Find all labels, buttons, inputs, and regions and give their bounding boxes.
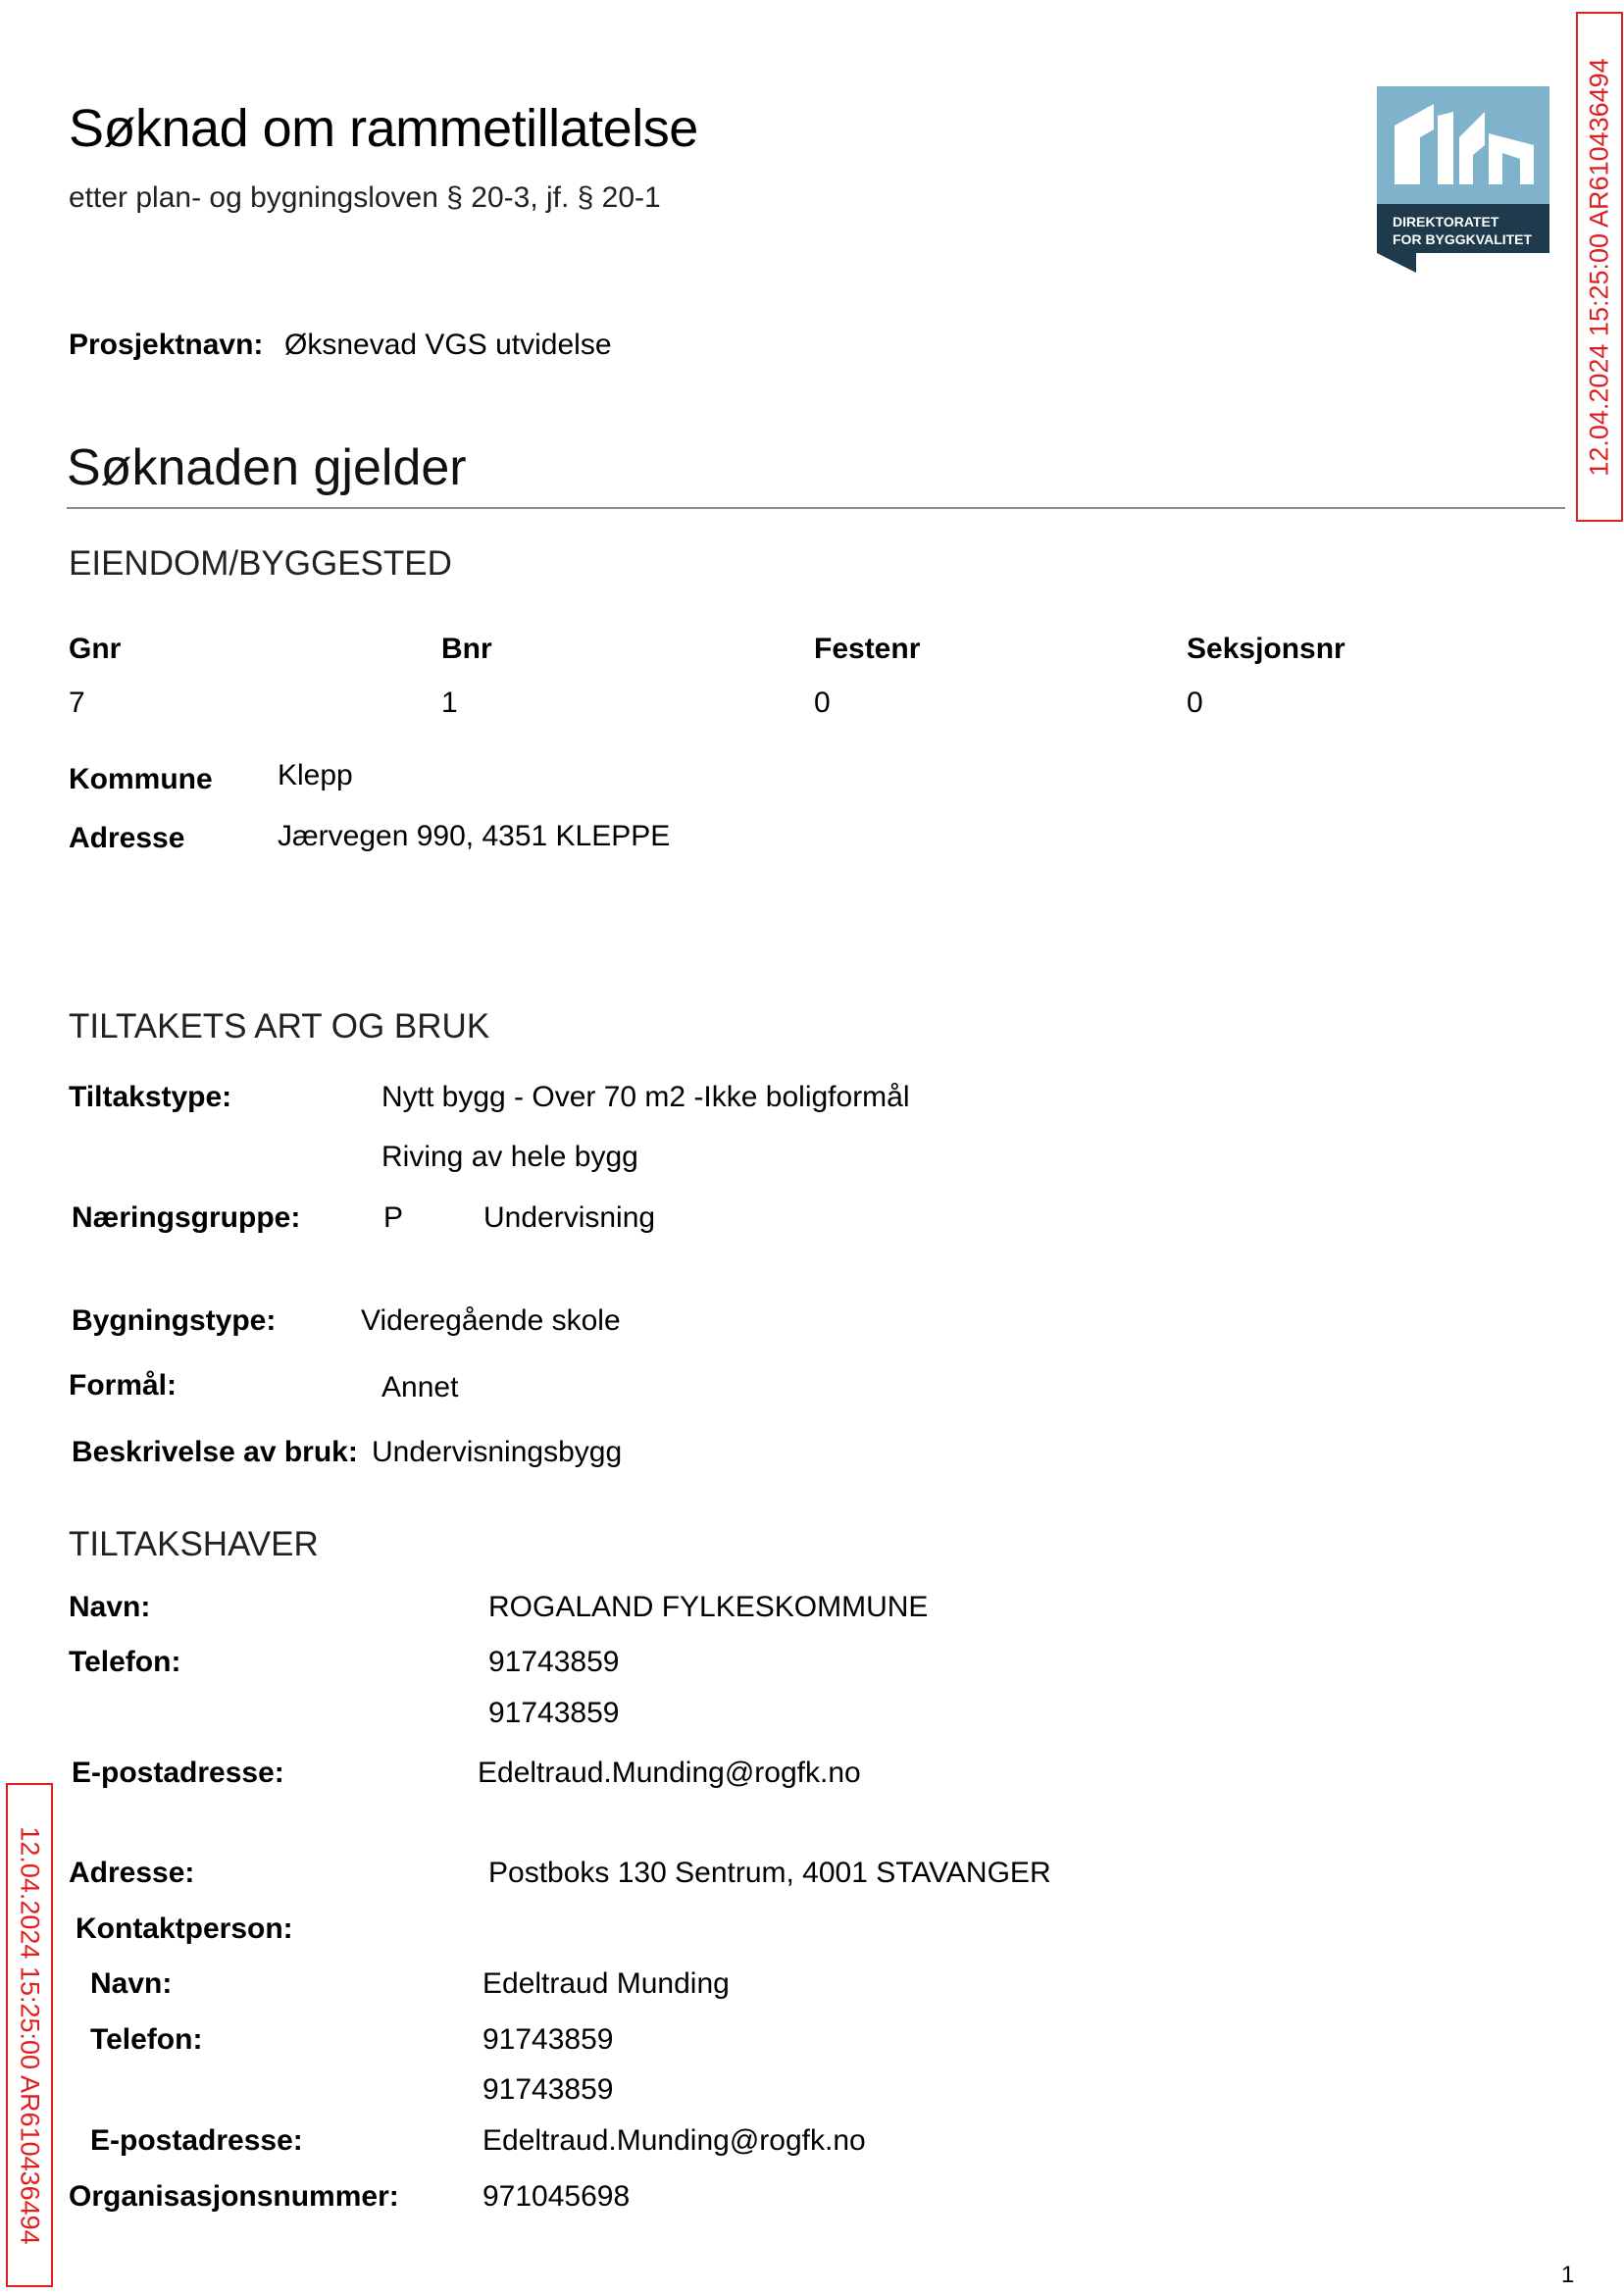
tiltakshaver-adresse-label: Adresse: [69, 1857, 195, 1889]
seksjonsnr-value: 0 [1187, 687, 1203, 719]
kontakt-epost-value: Edeltraud.Munding@rogfk.no [482, 2124, 866, 2157]
tiltakshaver-navn-label: Navn: [69, 1591, 151, 1623]
gnr-value: 7 [69, 687, 85, 719]
beskrivelse-label: Beskrivelse av bruk: [72, 1436, 358, 1468]
organisasjonsnummer-label: Organisasjonsnummer: [69, 2180, 399, 2213]
kontakt-telefon-value-2: 91743859 [482, 2073, 614, 2106]
organisasjonsnummer-value: 971045698 [482, 2180, 631, 2213]
bygningstype-label: Bygningstype: [72, 1304, 277, 1337]
svg-text:FOR BYGGKVALITET: FOR BYGGKVALITET [1393, 231, 1533, 247]
tiltakshaver-adresse-value: Postboks 130 Sentrum, 4001 STAVANGER [488, 1857, 1051, 1889]
tiltakshaver-telefon-label: Telefon: [69, 1646, 181, 1678]
kontakt-telefon-value-1: 91743859 [482, 2023, 614, 2056]
received-stamp-top: 12.04.2024 15:25:00 AR610436494 [1576, 12, 1623, 522]
tiltakshaver-telefon-value-1: 91743859 [488, 1646, 620, 1678]
kommune-value: Klepp [278, 759, 353, 791]
kontaktperson-label: Kontaktperson: [76, 1912, 293, 1945]
bnr-value: 1 [441, 687, 458, 719]
kontakt-navn-value: Edeltraud Munding [482, 1967, 730, 2000]
bygningstype-value: Videregående skole [361, 1304, 621, 1337]
formal-label: Formål: [69, 1369, 178, 1402]
document-title: Søknad om rammetillatelse [69, 99, 698, 158]
festenr-header: Festenr [814, 633, 921, 665]
kontakt-telefon-label: Telefon: [90, 2023, 203, 2056]
tiltakshaver-epost-value: Edeltraud.Munding@rogfk.no [478, 1757, 861, 1789]
tiltakstype-value-1: Nytt bygg - Over 70 m2 -Ikke boligformål [381, 1081, 910, 1113]
project-name-value: Øksnevad VGS utvidelse [284, 329, 612, 361]
project-name-label: Prosjektnavn: [69, 329, 264, 361]
page-number: 1 [1561, 2262, 1575, 2288]
document-subtitle: etter plan- og bygningsloven § 20-3, jf. § 20-1 [69, 181, 661, 214]
seksjonsnr-header: Seksjonsnr [1187, 633, 1345, 665]
tiltakshaver-telefon-value-2: 91743859 [488, 1697, 620, 1729]
gnr-header: Gnr [69, 633, 122, 665]
kontakt-epost-label: E-postadresse: [90, 2124, 303, 2157]
beskrivelse-value: Undervisningsbygg [372, 1436, 623, 1468]
tiltak-section-title: TILTAKETS ART OG BRUK [69, 1007, 490, 1045]
received-stamp-left: 12.04.2024 15:25:00 AR610436494 [6, 1783, 53, 2287]
adresse-value: Jærvegen 990, 4351 KLEPPE [278, 820, 671, 852]
naeringsgruppe-value: Undervisning [483, 1201, 656, 1234]
svg-text:DIREKTORATET: DIREKTORATET [1393, 214, 1499, 229]
tiltakshaver-section-title: TILTAKSHAVER [69, 1525, 319, 1563]
kontakt-navn-label: Navn: [90, 1967, 173, 2000]
adresse-label: Adresse [69, 822, 185, 854]
formal-value: Annet [381, 1371, 459, 1403]
naeringsgruppe-code: P [383, 1201, 404, 1234]
property-section-title: EIENDOM/BYGGESTED [69, 544, 452, 583]
bnr-header: Bnr [441, 633, 492, 665]
dibk-logo-icon [1377, 86, 1549, 275]
tiltakshaver-navn-value: ROGALAND FYLKESKOMMUNE [488, 1591, 929, 1623]
dibk-logo [1377, 86, 1549, 275]
heading-divider [67, 507, 1565, 509]
festenr-value: 0 [814, 687, 831, 719]
kommune-label: Kommune [69, 763, 213, 795]
tiltakstype-value-2: Riving av hele bygg [381, 1141, 638, 1173]
tiltakshaver-epost-label: E-postadresse: [72, 1757, 284, 1789]
naeringsgruppe-label: Næringsgruppe: [72, 1201, 301, 1234]
main-heading: Søknaden gjelder [67, 439, 467, 496]
tiltakstype-label: Tiltakstype: [69, 1081, 232, 1113]
